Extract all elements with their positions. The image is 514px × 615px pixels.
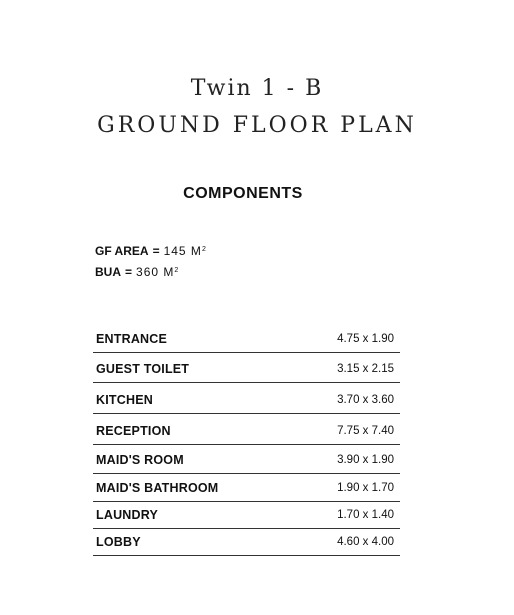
table-row (93, 529, 400, 556)
table-row (93, 502, 400, 529)
bua-area (95, 265, 178, 279)
gf-area-value: 145 M (163, 244, 202, 258)
gf-area-unit-exponent: 2 (201, 246, 206, 253)
room-name: LAUNDRY (96, 508, 159, 522)
room-name: KITCHEN (96, 393, 153, 407)
bua-equals: = (125, 265, 133, 279)
room-dimensions: 3.15 x 2.15 (337, 363, 394, 375)
title-line-1: Twin 1 - B (190, 76, 324, 101)
bua-value: 360 M (136, 265, 175, 279)
room-name: LOBBY (96, 535, 141, 549)
room-dimensions: 4.75 x 1.90 (337, 333, 394, 345)
gf-area (95, 244, 206, 258)
room-dimensions: 3.90 x 1.90 (337, 454, 394, 466)
bua-label: BUA (95, 265, 121, 279)
room-dimensions: 3.70 x 3.60 (337, 394, 394, 406)
bua-unit-exponent: 2 (174, 267, 179, 274)
table-row (93, 322, 400, 353)
table-row (93, 474, 400, 502)
room-dimensions: 1.70 x 1.40 (337, 509, 394, 521)
room-name: MAID'S BATHROOM (96, 481, 219, 495)
table-row (93, 414, 400, 445)
title-line-2: GROUND FLOOR PLAN (97, 113, 417, 138)
room-dimensions: 7.75 x 7.40 (337, 425, 394, 437)
components-heading: COMPONENTS (183, 185, 303, 202)
room-name: GUEST TOILET (96, 362, 190, 376)
table-row (93, 353, 400, 383)
gf-area-equals: = (152, 244, 160, 258)
table-row (93, 383, 400, 414)
room-dimensions: 4.60 x 4.00 (337, 536, 394, 548)
gf-area-label: GF AREA (95, 244, 149, 258)
table-row (93, 445, 400, 474)
components-table (93, 322, 400, 556)
room-name: RECEPTION (96, 424, 171, 438)
room-name: MAID'S ROOM (96, 453, 184, 467)
room-name: ENTRANCE (96, 332, 168, 346)
room-dimensions: 1.90 x 1.70 (337, 482, 394, 494)
